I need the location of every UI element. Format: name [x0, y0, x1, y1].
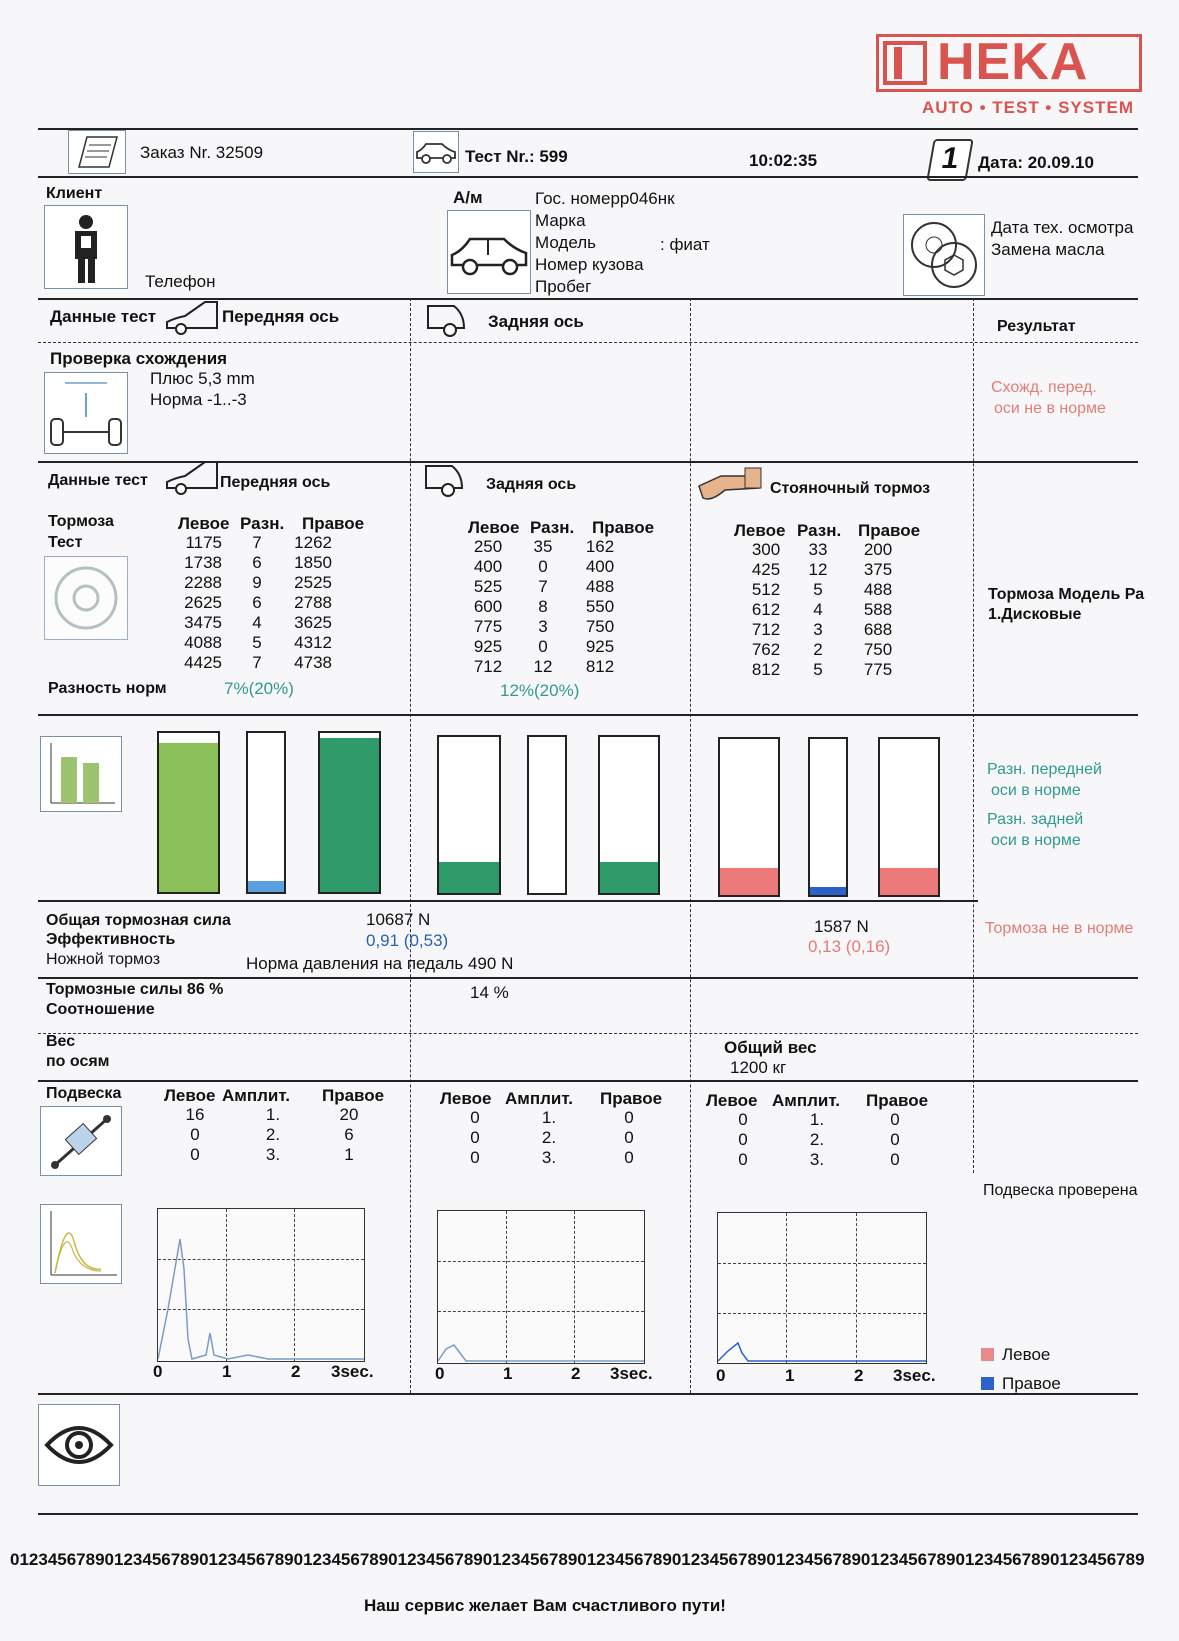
front-diff-value-5: 5: [252, 633, 262, 652]
front-diff-values: [242, 533, 272, 673]
front-left-value-2: 2288: [184, 573, 222, 592]
test-time: 10:02:35: [749, 151, 818, 170]
total-brake-force-label: Общая тормозная сила: [46, 912, 231, 929]
susp-front-right-value-0: 20: [339, 1105, 359, 1124]
car-mileage: Пробег: [535, 277, 592, 296]
rear-left-value-2: 525: [473, 577, 503, 596]
heka-logo: [876, 34, 1142, 92]
front-diff-result-1: Разн. передней: [987, 761, 1102, 778]
park-graph-tick-1: 1: [785, 1366, 795, 1385]
front-left-value-0: 1175: [185, 533, 222, 552]
park-efficiency: 0,13 (0,16): [808, 937, 891, 956]
front-diff-result-2: оси в норме: [991, 782, 1081, 799]
front-car-icon: [165, 298, 220, 338]
front-left-bar: [157, 731, 220, 894]
order-number: Заказ Nr. 32509: [140, 143, 264, 162]
rear-left-value-6: 712: [473, 657, 503, 676]
front-col-right: Правое: [302, 514, 365, 533]
park-left-values: [748, 540, 784, 680]
rear-diff-value-6: 12: [533, 657, 553, 676]
susp-front-left: [180, 1105, 210, 1165]
alignment-front-axle: Передняя ось: [222, 307, 340, 326]
car-side-icon: [447, 210, 531, 294]
shock-absorber-icon: [40, 1106, 122, 1176]
alignment-title: Проверка схождения: [50, 349, 228, 368]
susp-rear-col-left: Левое: [440, 1089, 492, 1108]
susp-rear-right-value-1: 0: [624, 1128, 634, 1147]
park-diff-value-5: 2: [813, 640, 823, 659]
park-right-bar: [878, 737, 940, 897]
brakes-test-label: Тест: [48, 534, 83, 551]
susp-rear-right-value-2: 0: [624, 1148, 634, 1167]
park-left-bar: [718, 737, 780, 897]
brake-disc-icon: [44, 556, 128, 640]
weight-axle-label: по осям: [46, 1053, 110, 1070]
legend-left-swatch: [981, 1348, 994, 1361]
brakes-rear-car-icon: [422, 460, 466, 500]
client-label: Клиент: [46, 185, 103, 202]
susp-rear-left-value-0: 0: [470, 1108, 480, 1127]
front-right-value-4: 3625: [294, 613, 332, 632]
susp-rear-amp-value-1: 2.: [541, 1128, 557, 1147]
front-right-bar: [318, 731, 381, 894]
park-right-value-1: 375: [863, 560, 893, 579]
susp-park-col-left: Левое: [706, 1091, 758, 1110]
front-diff-value-1: 6: [252, 553, 262, 572]
car-model: Модель: [535, 233, 597, 252]
rear-norm-diff: 12%(20%): [500, 681, 580, 700]
park-right-value-2: 488: [863, 580, 893, 599]
park-graph-tick-2: 2: [854, 1366, 864, 1385]
park-col-right: Правое: [858, 521, 921, 540]
susp-front-left-value-0: 16: [185, 1105, 205, 1124]
alignment-norm: Норма -1..-3: [150, 390, 247, 409]
susp-park-amp-value-1: 2.: [809, 1130, 825, 1149]
front-norm-diff: 7%(20%): [224, 679, 294, 698]
car-icon: [413, 131, 459, 173]
alignment-result-2: оси не в норме: [994, 400, 1106, 417]
susp-park-right-value-2: 0: [890, 1150, 900, 1169]
park-suspension-graph: [717, 1212, 927, 1364]
front-diff-value-0: 7: [252, 533, 262, 552]
barcode-numbers: 012345678901234567890123456789012345678901234567890123456789012345678901234567890123456789012345678901234567890123456789: [10, 1550, 1145, 1569]
rear-right-value-1: 400: [585, 557, 615, 576]
car-vin: Номер кузова: [535, 255, 644, 274]
rear-right-value-0: 162: [585, 537, 615, 556]
susp-front-right-value-1: 6: [344, 1125, 354, 1144]
rear-diff-result-2: оси в норме: [991, 832, 1081, 849]
susp-park-left-value-1: 0: [738, 1130, 748, 1149]
rear-diff-value-1: 0: [538, 557, 548, 576]
brakes-front-car-icon: [165, 458, 220, 498]
rear-diff-value-5: 0: [538, 637, 548, 656]
susp-park-amp-value-2: 3.: [809, 1150, 825, 1169]
park-left-value-1: 425: [751, 560, 781, 579]
susp-rear-right-value-0: 0: [624, 1108, 634, 1127]
front-graph-tick-0: 0: [153, 1362, 163, 1381]
park-left-value-2: 512: [751, 580, 781, 599]
alignment-value: Плюс 5,3 mm: [150, 369, 255, 388]
front-right-value-5: 4312: [294, 633, 332, 652]
front-right-value-6: 4738: [294, 653, 332, 672]
brakes-label: Тормоза: [48, 513, 114, 530]
park-diff-value-1: 12: [808, 560, 828, 579]
rear-left-value-0: 250: [473, 537, 503, 556]
logo-tagline: AUTO • TEST • SYSTEM: [922, 98, 1134, 117]
rear-left-value-1: 400: [473, 557, 503, 576]
park-graph-tick-0: 0: [716, 1366, 726, 1385]
rear-graph-tick-0: 0: [435, 1364, 445, 1383]
front-graph-tick-2: 2: [291, 1362, 301, 1381]
front-diff-value-4: 4: [252, 613, 262, 632]
alignment-rear-axle: Задняя ось: [488, 312, 584, 331]
inspection-date-label: Дата тех. осмотра: [991, 218, 1134, 237]
bar-chart-icon: [40, 736, 122, 812]
order-icon: [68, 130, 126, 174]
susp-park-col-amp: Амплит.: [772, 1091, 840, 1110]
rear-left-value-3: 600: [473, 597, 503, 616]
car-label: А/м: [453, 188, 483, 207]
graph-icon: [40, 1204, 122, 1284]
brakes-data-test: Данные тест: [48, 472, 148, 489]
susp-rear-right: [614, 1108, 644, 1168]
brake-model-label: Тормоза Модель Ра: [988, 586, 1145, 603]
susp-rear-col-amp: Амплит.: [505, 1089, 573, 1108]
rear-right-value-2: 488: [585, 577, 615, 596]
susp-rear-amp: [534, 1108, 564, 1168]
park-diff-value-4: 3: [813, 620, 823, 639]
rear-graph-tick-1: 1: [503, 1364, 513, 1383]
front-left-value-6: 4425: [184, 653, 222, 672]
rear-diff-value-2: 7: [538, 577, 548, 596]
susp-park-right-value-0: 0: [890, 1110, 900, 1129]
rear-right-value-6: 812: [585, 657, 615, 676]
rear-left-values: [470, 537, 506, 677]
susp-park-left-value-2: 0: [738, 1150, 748, 1169]
front-col-diff: Разн.: [240, 514, 285, 533]
susp-park-col-right: Правое: [866, 1091, 929, 1110]
park-right-value-6: 775: [863, 660, 893, 679]
front-diff-value-3: 6: [252, 593, 262, 612]
test-number: Тест Nr.: 599: [465, 147, 568, 166]
park-left-value-3: 612: [751, 600, 781, 619]
eye-icon: [38, 1404, 120, 1486]
brake-ratio-label: Тормозные силы 86 %: [46, 981, 224, 998]
rear-diff-bar: [527, 735, 567, 895]
rear-right-value-4: 750: [585, 617, 615, 636]
norm-diff-label: Разность норм: [48, 680, 167, 697]
rear-diff-value-4: 3: [538, 617, 548, 636]
park-diff-value-0: 33: [808, 540, 828, 559]
susp-rear-left-value-2: 0: [470, 1148, 480, 1167]
front-suspension-graph: [157, 1208, 365, 1362]
logo-text: HEKA: [937, 33, 1089, 91]
rear-suspension-graph: [437, 1210, 645, 1364]
legend-right-label: Правое: [1002, 1374, 1061, 1393]
weight-label: Вес: [46, 1033, 76, 1050]
front-right-value-3: 2788: [294, 593, 332, 612]
parking-brake-icon: [697, 466, 763, 506]
park-brake-result: Тормоза не в норме: [985, 920, 1134, 937]
park-diff-value-3: 4: [813, 600, 823, 619]
front-col-left: Левое: [178, 514, 230, 533]
rear-diff-value-3: 8: [538, 597, 548, 616]
front-right-value-2: 2525: [294, 573, 332, 592]
rear-col-diff: Разн.: [530, 518, 575, 537]
front-right-values: [288, 533, 332, 673]
park-left-value-5: 762: [751, 640, 781, 659]
suspension-checked: Подвеска проверена: [983, 1182, 1138, 1199]
susp-front-right: [334, 1105, 364, 1165]
susp-front-col-amp: Амплит.: [222, 1086, 290, 1105]
rear-car-icon: [424, 300, 468, 340]
susp-park-amp-value-0: 1.: [809, 1110, 825, 1129]
client-phone-label: Телефон: [145, 272, 216, 291]
inspection-seal-icon: [903, 214, 985, 296]
front-left-value-1: 1738: [184, 553, 222, 572]
rear-diff-value-0: 35: [533, 537, 553, 556]
rear-right-bar: [598, 735, 660, 895]
footer-wish: Наш сервис желает Вам счастливого пути!: [364, 1596, 726, 1615]
susp-park-left: [728, 1110, 758, 1170]
park-right-value-4: 688: [863, 620, 893, 639]
susp-front-left-value-2: 0: [190, 1145, 200, 1164]
susp-front-col-left: Левое: [164, 1086, 216, 1105]
susp-rear-amp-value-0: 1.: [541, 1108, 557, 1127]
susp-rear-amp-value-2: 3.: [541, 1148, 557, 1167]
front-left-value-4: 3475: [184, 613, 222, 632]
brake-model-type: 1.Дисковые: [988, 606, 1082, 623]
susp-front-amp-value-0: 1.: [265, 1105, 281, 1124]
park-diff-value-2: 5: [813, 580, 823, 599]
front-left-value-5: 4088: [184, 633, 222, 652]
susp-front-amp-value-1: 2.: [265, 1125, 281, 1144]
rear-right-value-3: 550: [585, 597, 615, 616]
brakes-rear-axle: Задняя ось: [486, 476, 577, 493]
susp-front-col-right: Правое: [322, 1086, 385, 1105]
susp-front-left-value-1: 0: [190, 1125, 200, 1144]
brake-ratio-label-2: Соотношение: [46, 1001, 155, 1018]
front-right-value-1: 1850: [294, 553, 332, 572]
park-left-value-6: 812: [751, 660, 781, 679]
rear-left-value-5: 925: [473, 637, 503, 656]
front-diff-bar: [246, 731, 286, 894]
susp-park-right: [880, 1110, 910, 1170]
rear-graph-tick-3: 3sec.: [610, 1364, 653, 1383]
alignment-wheels-icon: [44, 372, 128, 454]
efficiency-value: 0,91 (0,53): [366, 931, 449, 950]
front-diff-value-2: 9: [252, 573, 262, 592]
susp-park-left-value-0: 0: [738, 1110, 748, 1129]
page-number-badge: 1: [926, 139, 973, 181]
alignment-data-test: Данные тест: [50, 307, 157, 326]
park-graph-tick-3: 3sec.: [893, 1366, 936, 1385]
car-make: Марка: [535, 211, 586, 230]
susp-rear-col-right: Правое: [600, 1089, 663, 1108]
pedal-norm-label: Норма давления на педаль 490 N: [246, 954, 514, 973]
front-graph-tick-1: 1: [222, 1362, 232, 1381]
brakes-front-axle: Передняя ось: [220, 474, 331, 491]
front-left-values: [178, 533, 222, 673]
rear-right-values: [582, 537, 618, 677]
total-weight-label: Общий вес: [724, 1038, 817, 1057]
susp-front-right-value-2: 1: [344, 1145, 354, 1164]
efficiency-label: Эффективность: [46, 931, 176, 948]
park-diff-values: [803, 540, 833, 680]
park-col-diff: Разн.: [797, 521, 842, 540]
park-right-values: [860, 540, 896, 680]
rear-diff-result-1: Разн. задней: [987, 811, 1084, 828]
front-diff-value-6: 7: [252, 653, 262, 672]
rear-col-left: Левое: [468, 518, 520, 537]
parking-brake-label: Стояночный тормоз: [770, 480, 931, 497]
legend-right-swatch: [981, 1377, 994, 1390]
susp-park-right-value-1: 0: [890, 1130, 900, 1149]
park-left-value-0: 300: [751, 540, 781, 559]
susp-front-amp-value-2: 3.: [265, 1145, 281, 1164]
rear-right-value-5: 925: [585, 637, 615, 656]
susp-rear-left-value-1: 0: [470, 1128, 480, 1147]
park-col-left: Левое: [734, 521, 786, 540]
rear-diff-values: [528, 537, 558, 677]
park-right-value-5: 750: [863, 640, 893, 659]
park-diff-bar: [808, 737, 848, 897]
person-icon: [44, 205, 128, 289]
total-weight-value: 1200 кг: [730, 1058, 787, 1077]
front-right-value-0: 1262: [294, 533, 332, 552]
oil-change-label: Замена масла: [991, 240, 1105, 259]
susp-park-amp: [802, 1110, 832, 1170]
susp-front-amp: [258, 1105, 288, 1165]
park-left-value-4: 712: [751, 620, 781, 639]
test-date: Дата: 20.09.10: [978, 153, 1094, 172]
rear-left-bar: [437, 735, 501, 895]
rear-col-right: Правое: [592, 518, 655, 537]
susp-rear-left: [460, 1108, 490, 1168]
front-left-value-3: 2625: [184, 593, 222, 612]
car-plate: Гос. номерр046нк: [535, 189, 675, 208]
foot-brake-label: Ножной тормоз: [46, 951, 161, 968]
total-brake-force-value: 10687 N: [366, 910, 431, 929]
park-right-value-3: 588: [863, 600, 893, 619]
legend-left-label: Левое: [1002, 1345, 1051, 1364]
front-graph-tick-3: 3sec.: [331, 1362, 374, 1381]
park-total-force: 1587 N: [814, 917, 869, 936]
rear-left-value-4: 775: [473, 617, 503, 636]
alignment-result-1: Схожд. перед.: [991, 379, 1097, 396]
rear-graph-tick-2: 2: [571, 1364, 581, 1383]
suspension-label: Подвеска: [46, 1085, 122, 1102]
park-diff-value-6: 5: [813, 660, 823, 679]
park-right-value-0: 200: [863, 540, 893, 559]
rear-brake-ratio: 14 %: [470, 983, 509, 1002]
car-model-value: : фиат: [660, 235, 710, 254]
result-header: Результат: [997, 318, 1076, 335]
